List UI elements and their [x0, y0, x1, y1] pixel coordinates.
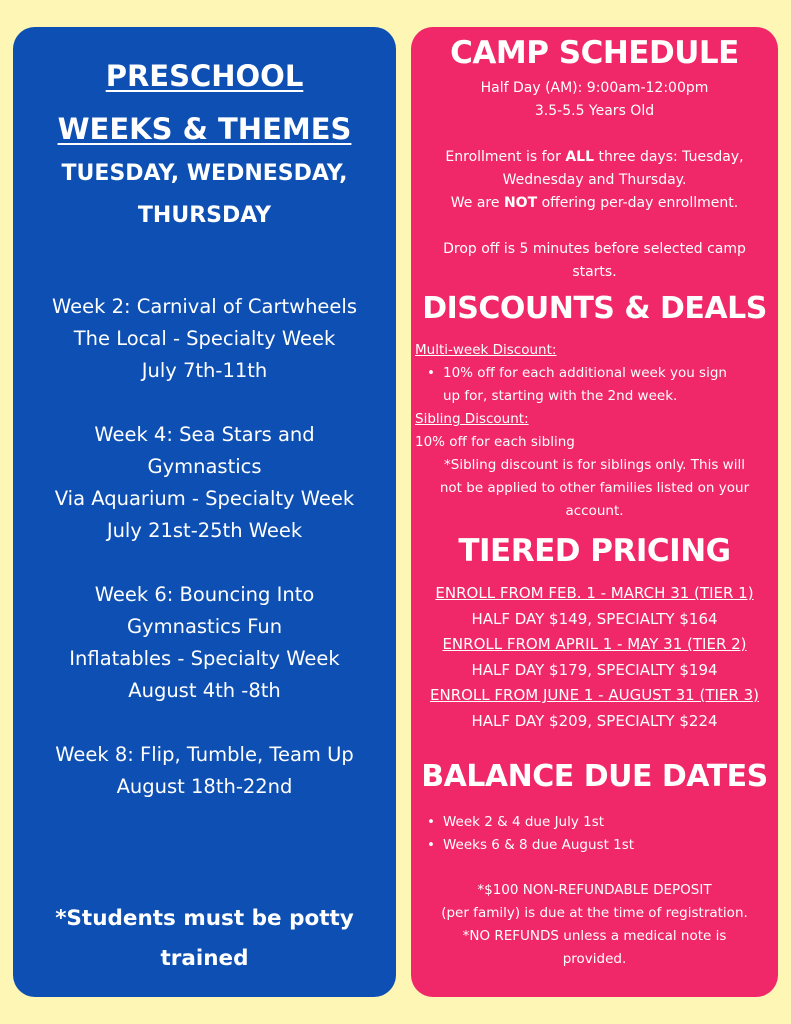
multi-week-bullet: • 10% off for each additional week you sign up for, starting with the 2nd week.: [411, 362, 778, 408]
tier-1-price: HALF DAY $149, SPECIALTY $164: [471, 609, 718, 628]
half-day-hours: Half Day (AM): 9:00am-12:00pm: [480, 80, 709, 96]
enrollment-line-1: Enrollment is for ALL three days: Tuesday,: [445, 149, 744, 165]
camp-info-panel: [411, 27, 778, 997]
discounts-heading: DISCOUNTS & DEALS: [422, 291, 767, 326]
preschool-weeks-panel: [13, 27, 396, 997]
sibling-discount-text: 10% off for each sibling: [415, 434, 575, 450]
multi-week-label: Multi-week Discount:: [415, 342, 557, 358]
balance-due-list: [411, 811, 778, 857]
week-8-block: [13, 739, 396, 803]
camp-schedule-details: [411, 77, 778, 284]
week-line: Inflatables - Specialty Week: [69, 647, 340, 670]
days-line-2: THURSDAY: [137, 203, 272, 228]
tier-2-price: HALF DAY $179, SPECIALTY $194: [471, 660, 718, 679]
week-line: Week 8: Flip, Tumble, Team Up: [55, 743, 354, 766]
refund-line-1: *NO REFUNDS unless a medical note is: [462, 928, 727, 944]
balance-bullet: • Weeks 6 & 8 due August 1st: [411, 834, 778, 857]
deposit-line-1: *$100 NON-REFUNDABLE DEPOSIT: [477, 882, 712, 898]
deposit-line-2: (per family) is due at the time of registration.: [441, 905, 748, 921]
camp-schedule-heading: CAMP SCHEDULE: [450, 35, 739, 71]
dropoff-line-1: Drop off is 5 minutes before selected camp: [443, 241, 746, 257]
age-range: 3.5-5.5 Years Old: [534, 103, 655, 119]
title-line-1: PRESCHOOL: [105, 59, 304, 93]
tiered-pricing-list: [411, 581, 778, 734]
refund-line-2: provided.: [562, 951, 627, 967]
sibling-note-line-1: *Sibling discount is for siblings only. This will: [444, 457, 745, 473]
potty-trained-note: [13, 899, 396, 979]
balance-due-heading: BALANCE DUE DATES: [421, 759, 768, 794]
potty-line-2: trained: [160, 946, 249, 971]
enrollment-line-2: Wednesday and Thursday.: [502, 172, 687, 188]
week-line: Gymnastics: [147, 455, 262, 478]
balance-due-details: [411, 811, 778, 971]
tiered-pricing-heading: TIERED PRICING: [458, 533, 731, 569]
title-line-2: WEEKS & THEMES: [57, 112, 352, 146]
no-per-day-note: We are NOT offering per-day enrollment.: [450, 195, 739, 211]
tier-2-range: ENROLL FROM APRIL 1 - MAY 31 (TIER 2): [442, 635, 747, 653]
tier-3-range: ENROLL FROM JUNE 1 - AUGUST 31 (TIER 3): [430, 686, 759, 704]
multi-week-list: [411, 362, 778, 408]
week-line: July 21st-25th Week: [106, 519, 303, 542]
week-6-block: [13, 579, 396, 707]
week-4-block: [13, 419, 396, 547]
week-line: August 4th -8th: [128, 679, 281, 702]
week-line: Week 2: Carnival of Cartwheels: [51, 295, 358, 318]
sibling-label: Sibling Discount:: [415, 411, 529, 427]
sibling-note-line-3: account.: [565, 503, 624, 519]
tier-1-range: ENROLL FROM FEB. 1 - MARCH 31 (TIER 1): [435, 584, 754, 602]
week-line: Gymnastics Fun: [126, 615, 283, 638]
week-line: August 18th-22nd: [116, 775, 293, 798]
week-line: July 7th-11th: [141, 359, 268, 382]
week-line: Week 4: Sea Stars and: [94, 423, 315, 446]
sibling-note-line-2: not be applied to other families listed on your: [439, 480, 750, 496]
days-line-1: TUESDAY, WEDNESDAY,: [61, 161, 348, 186]
week-2-block: [13, 291, 396, 387]
balance-bullet: • Week 2 & 4 due July 1st: [411, 811, 778, 834]
week-line: The Local - Specialty Week: [73, 327, 336, 350]
discounts-details: [411, 339, 778, 523]
dropoff-line-2: starts.: [572, 264, 617, 280]
week-line: Week 6: Bouncing Into: [94, 583, 315, 606]
tier-3-price: HALF DAY $209, SPECIALTY $224: [471, 711, 718, 730]
week-line: Via Aquarium - Specialty Week: [54, 487, 355, 510]
potty-line-1: *Students must be potty: [55, 906, 354, 931]
